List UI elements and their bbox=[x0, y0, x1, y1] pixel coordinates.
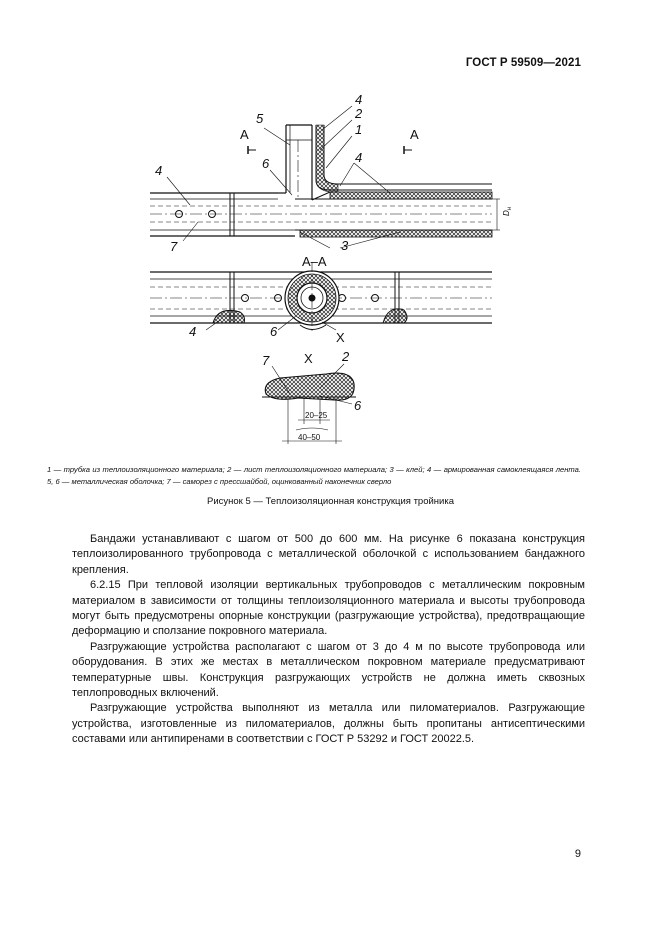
body-text bbox=[72, 532, 585, 748]
label-5: 5 bbox=[256, 111, 264, 126]
figure-legend bbox=[47, 464, 581, 488]
label-1-top: 1 bbox=[355, 122, 363, 137]
document-header: ГОСТ Р 59509—2021 bbox=[465, 57, 581, 69]
figure-caption: Рисунок 5 — Теплоизоляционная конструкция тройника bbox=[206, 496, 454, 507]
legend-key-4: 4 bbox=[427, 465, 432, 474]
label-6-bottom: 6 bbox=[270, 324, 278, 339]
section-mark-right: А bbox=[410, 127, 419, 142]
section-a-a bbox=[150, 262, 492, 334]
dim-20-25: 20–25 bbox=[305, 411, 328, 420]
legend-key-3: 3 bbox=[389, 465, 394, 474]
paragraph: Разгружающие устройства выполняют из металла или пиломатериалов. Разгружающие устройства, изготовленные из пиломатериалов, должны быть пропитаны антисептическими составами или антипиренами в соответствии с ГОСТ Р 53292 и ГОСТ 20022.5. bbox=[72, 702, 585, 746]
detail-x bbox=[262, 364, 356, 444]
page-number: 9 bbox=[574, 848, 581, 860]
legend-key-2: 2 bbox=[227, 465, 232, 474]
paragraph: Бандажи устанавливают с шагом от 500 до 600 мм. На рисунке 6 показана конструкция теплоизолированного трубопровода с металлической оболочкой с использованием бандажного крепления. bbox=[72, 533, 585, 576]
dim-40-50: 40–50 bbox=[298, 433, 321, 442]
tee-top-view bbox=[150, 106, 500, 248]
label-4-top: 4 bbox=[355, 92, 363, 107]
label-4-left: 4 bbox=[155, 163, 163, 178]
legend-text-4: — армированная самоклеящаяся лента. bbox=[431, 465, 581, 474]
legend-text-3: — клей; bbox=[393, 465, 428, 474]
paragraph: 6.2.15 При тепловой изоляции вертикальных трубопроводов с металлическим покровным материалом в зависимости от толщины теплоизоляционного материала и высоты трубопровода могут быть предусмотрены опорные конструкции (разгружающие устройства), предотвращающие деформацию и сползание покровного материала. bbox=[72, 579, 585, 638]
label-7-detail: 7 bbox=[262, 353, 270, 368]
dim-dn: $D_н$ bbox=[502, 206, 513, 216]
section-mark-left: А bbox=[240, 127, 249, 142]
label-3: 3 bbox=[341, 238, 349, 253]
label-4-right: 4 bbox=[355, 150, 363, 165]
section-title: А–А bbox=[302, 254, 327, 269]
legend-key-7: 7 bbox=[166, 477, 171, 486]
label-6-detail: 6 bbox=[354, 398, 362, 413]
legend-text-1: — трубка из теплоизоляционного материала; bbox=[51, 465, 228, 474]
paragraph: Разгружающие устройства располагают с шагом от 3 до 4 м по высоте трубопровода или оборудования. В этих же местах в металлическом покровном материале предусматривают температурные швы. Конструкция разгружающих устройств не должна иметь сквозных теплопроводных включений. bbox=[72, 640, 585, 700]
legend-text-7: — саморез с прессшайбой, оцинкованный наконечник сверло bbox=[170, 477, 392, 486]
legend-text-5-6: — металлическая оболочка; bbox=[59, 477, 167, 486]
legend-text-2: — лист теплоизоляционного материала; bbox=[231, 465, 390, 474]
label-4-bottom: 4 bbox=[189, 324, 197, 339]
legend-key-5-6: 5, 6 bbox=[47, 477, 60, 486]
legend-key-1: 1 bbox=[47, 465, 52, 474]
label-7-top: 7 bbox=[170, 239, 178, 254]
label-2-top: 2 bbox=[355, 106, 363, 121]
detail-x-mark: Х bbox=[336, 330, 345, 345]
detail-x-title: Х bbox=[304, 351, 313, 366]
label-6-top: 6 bbox=[262, 156, 270, 171]
label-2-detail: 2 bbox=[342, 349, 350, 364]
